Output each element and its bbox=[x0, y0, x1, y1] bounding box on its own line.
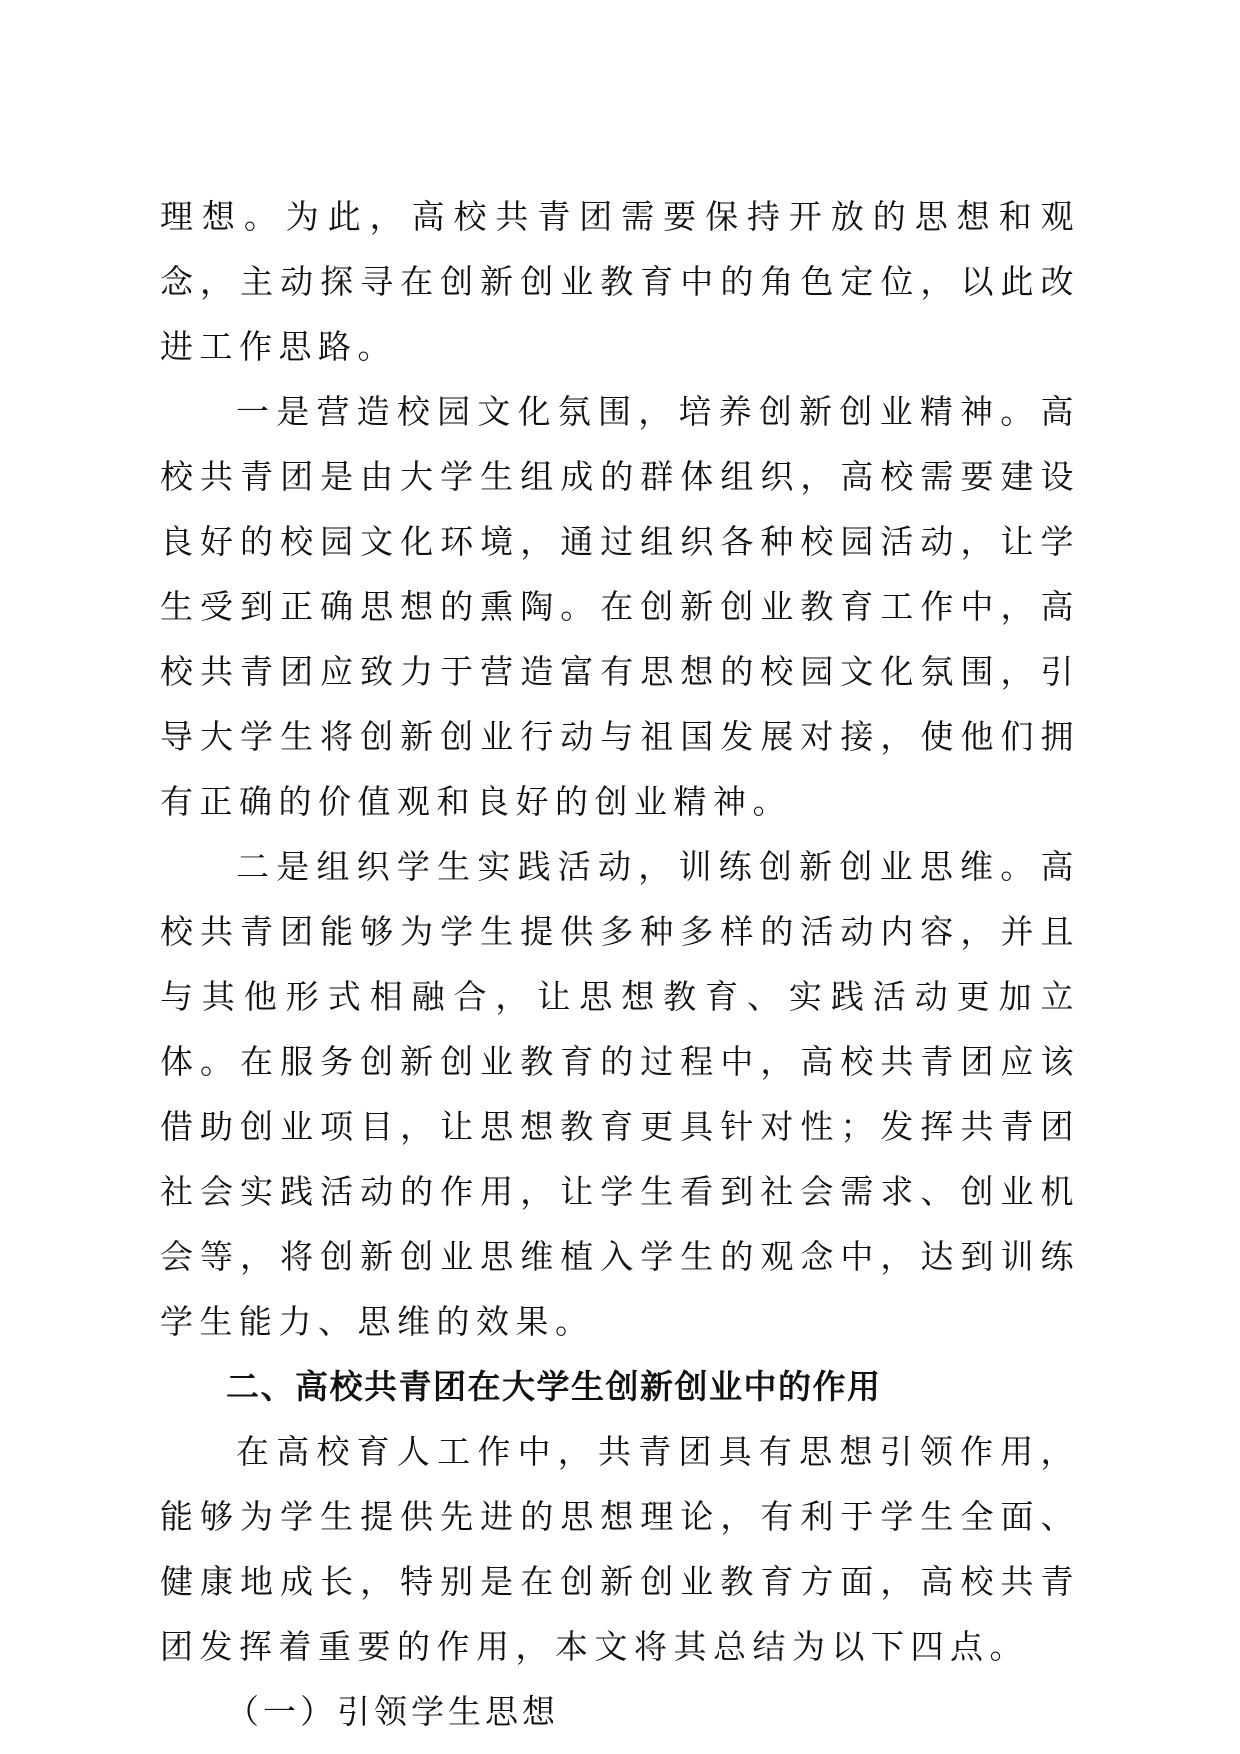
subsection-heading: （一）引领学生思想 bbox=[226, 1692, 559, 1731]
paragraph-continuation: 理想。为此，高校共青团需要保持开放的思想和观念，主动探寻在创新创业教育中的角色定位，以此改进工作思路。 bbox=[160, 197, 1080, 366]
document-body bbox=[160, 184, 1080, 1744]
paragraph-practice-activities: 二是组织学生实践活动，训练创新创业思维。高校共青团能够为学生提供多种多样的活动内容，并且与其他形式相融合，让思想教育、实践活动更加立体。在服务创新创业教育的过程中，高校共青团应该借助创业项目，让思想教育更具针对性；发挥共青团社会实践活动的作用，让学生看到社会需求、创业机会等，将创新创业思维植入学生的观念中，达到训练学生能力、思维的效果。 bbox=[160, 847, 1080, 1341]
paragraph-section-intro: 在高校育人工作中，共青团具有思想引领作用，能够为学生提供先进的思想理论，有利于学生全面、健康地成长，特别是在创新创业教育方面，高校共青团发挥着重要的作用，本文将其总结为以下四点。 bbox=[160, 1432, 1080, 1666]
section-heading: 二、高校共青团在大学生创新创业中的作用 bbox=[226, 1367, 882, 1406]
paragraph-campus-culture: 一是营造校园文化氛围，培养创新创业精神。高校共青团是由大学生组成的群体组织，高校需要建设良好的校园文化环境，通过组织各种校园活动，让学生受到正确思想的熏陶。在创新创业教育工作中，高校共青团应致力于营造富有思想的校园文化氛围，引导大学生将创新创业行动与祖国发展对接，使他们拥有正确的价值观和良好的创业精神。 bbox=[160, 392, 1080, 821]
